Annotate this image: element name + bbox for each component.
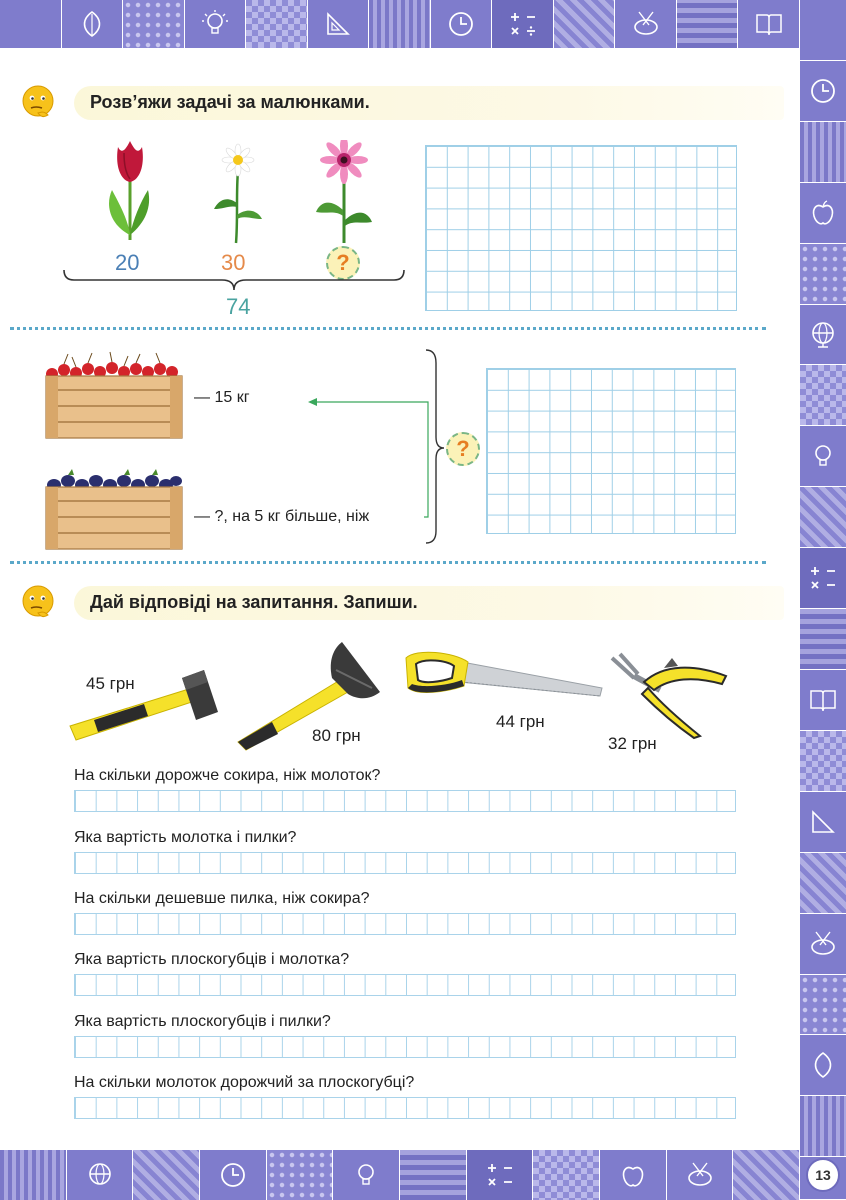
clock-icon bbox=[800, 61, 846, 122]
unknown-count-badge: ? bbox=[326, 246, 360, 280]
answer-row-4[interactable] bbox=[74, 974, 736, 996]
total-brace bbox=[62, 268, 406, 292]
clock-icon bbox=[431, 0, 493, 48]
tile-pattern bbox=[677, 0, 739, 48]
tile-pattern bbox=[800, 0, 846, 61]
crate2-label: — ?, на 5 кг більше, ніж bbox=[194, 508, 370, 525]
math-signs-icon bbox=[492, 0, 554, 48]
task-title: Дай відповіді на запитання. Запиши. bbox=[90, 592, 418, 612]
flowers-total: 74 bbox=[226, 294, 251, 319]
tile-pattern bbox=[800, 365, 846, 426]
tile-pattern bbox=[554, 0, 616, 48]
axe-price: 80 грн bbox=[312, 726, 361, 745]
palette-icon bbox=[667, 1150, 734, 1200]
apple-icon bbox=[600, 1150, 667, 1200]
page-number: 13 bbox=[806, 1158, 840, 1192]
gerbera-icon bbox=[312, 140, 376, 245]
comparison-arrows bbox=[300, 345, 450, 547]
math-signs-icon bbox=[800, 548, 846, 609]
bottom-decorative-border bbox=[0, 1150, 800, 1200]
answer-row-1[interactable] bbox=[74, 790, 736, 812]
globe-icon bbox=[67, 1150, 134, 1200]
apple-icon bbox=[800, 183, 846, 244]
top-decorative-border bbox=[0, 0, 800, 48]
question-6: На скільки молоток дорожчий за плоскогубці? bbox=[74, 1074, 415, 1091]
section-divider bbox=[10, 327, 766, 330]
tile-pattern bbox=[800, 853, 846, 914]
task-header-2 bbox=[18, 582, 768, 624]
crate1-label: — 15 кг bbox=[194, 389, 250, 406]
tile-pattern bbox=[133, 1150, 200, 1200]
total-question-badge: ? bbox=[446, 432, 480, 466]
tile-pattern bbox=[800, 609, 846, 670]
task-header-1 bbox=[18, 82, 768, 124]
question-2: Яка вартість молотка і пилки? bbox=[74, 829, 297, 846]
daisy-icon bbox=[208, 143, 268, 245]
tile-pattern bbox=[369, 0, 431, 48]
question-5: Яка вартість плоскогубців і пилки? bbox=[74, 1013, 331, 1030]
tile-pattern bbox=[267, 1150, 334, 1200]
palette-icon bbox=[615, 0, 677, 48]
tile-pattern bbox=[0, 0, 62, 48]
book-icon bbox=[738, 0, 800, 48]
saw-icon bbox=[402, 648, 606, 702]
clock-icon bbox=[200, 1150, 267, 1200]
tile-pattern bbox=[800, 244, 846, 305]
set-square-icon bbox=[800, 792, 846, 853]
question-4: Яка вартість плоскогубців і молотка? bbox=[74, 951, 350, 968]
solution-grid-2[interactable] bbox=[486, 368, 736, 534]
tulip-count: 20 bbox=[115, 250, 140, 275]
tulip-icon bbox=[100, 135, 160, 245]
lightbulb-icon bbox=[333, 1150, 400, 1200]
plum-crate-icon bbox=[42, 465, 188, 555]
question-1: На скільки дорожче сокира, ніж молоток? bbox=[74, 767, 381, 784]
tile-pattern bbox=[123, 0, 185, 48]
math-signs-icon bbox=[467, 1150, 534, 1200]
question-3: На скільки дешевше пилка, ніж сокира? bbox=[74, 890, 370, 907]
tile-pattern bbox=[800, 731, 846, 792]
answer-row-5[interactable] bbox=[74, 1036, 736, 1058]
leaf-icon bbox=[62, 0, 124, 48]
tile-pattern bbox=[533, 1150, 600, 1200]
tile-pattern bbox=[400, 1150, 467, 1200]
answer-row-3[interactable] bbox=[74, 913, 736, 935]
answer-row-2[interactable] bbox=[74, 852, 736, 874]
thinking-smiley-icon bbox=[18, 582, 58, 624]
section-divider bbox=[10, 561, 766, 564]
tile-pattern bbox=[246, 0, 308, 48]
tile-pattern bbox=[800, 122, 846, 183]
pliers-price: 32 грн bbox=[608, 734, 657, 753]
tile-pattern bbox=[800, 487, 846, 548]
tile-pattern bbox=[733, 1150, 800, 1200]
saw-price: 44 грн bbox=[496, 712, 545, 731]
book-icon bbox=[800, 670, 846, 731]
thinking-smiley-icon bbox=[18, 82, 58, 124]
pliers-icon bbox=[604, 650, 734, 740]
answer-row-6[interactable] bbox=[74, 1097, 736, 1119]
right-decorative-border bbox=[800, 0, 846, 1200]
tile-pattern bbox=[800, 975, 846, 1036]
leaf-icon bbox=[800, 1035, 846, 1096]
lightbulb-icon bbox=[800, 426, 846, 487]
tile-pattern bbox=[800, 1096, 846, 1157]
cherry-crate-icon bbox=[42, 350, 188, 444]
lightbulb-icon bbox=[185, 0, 247, 48]
globe-icon bbox=[800, 305, 846, 366]
daisy-count: 30 bbox=[221, 250, 246, 275]
solution-grid-1[interactable] bbox=[425, 145, 737, 311]
set-square-icon bbox=[308, 0, 370, 48]
hammer-price: 45 грн bbox=[86, 674, 135, 693]
tile-pattern bbox=[0, 1150, 67, 1200]
task-title: Розв’яжи задачі за малюнками. bbox=[90, 92, 370, 112]
palette-icon bbox=[800, 914, 846, 975]
